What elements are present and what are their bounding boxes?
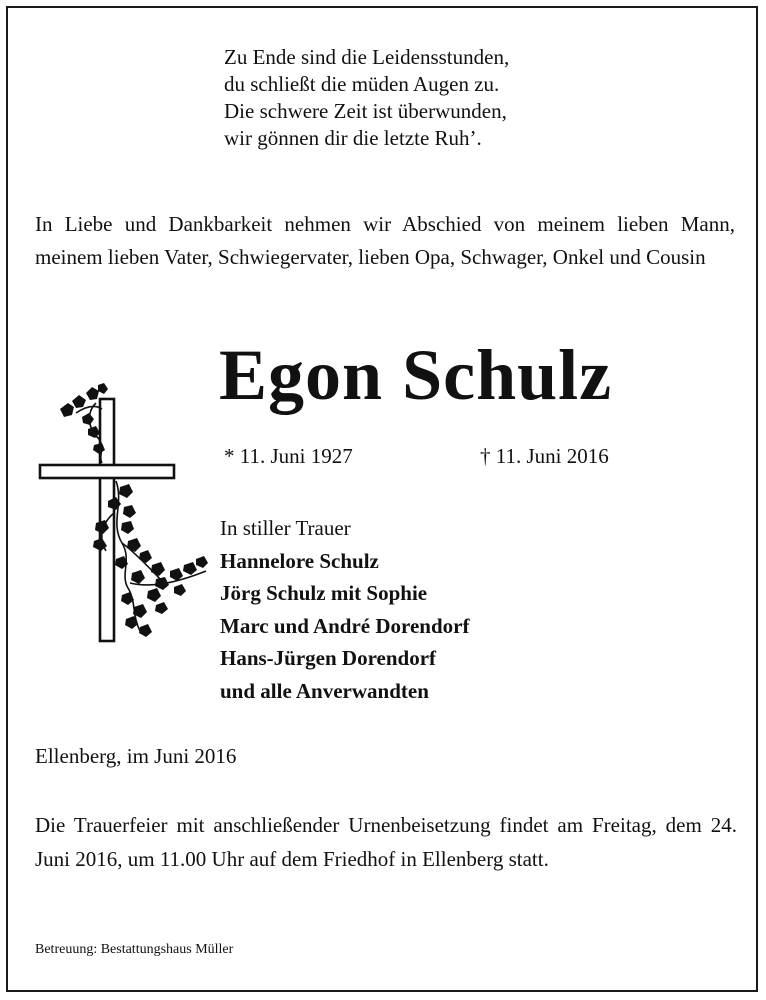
mourners-lead: In stiller Trauer [220, 516, 351, 540]
place-and-date: Ellenberg, im Juni 2016 [35, 744, 237, 768]
mourner-name: Jörg Schulz mit Sophie [220, 581, 428, 605]
death-date: † 11. Juni 2016 [480, 444, 609, 468]
mourner-name: Hans-Jürgen Dorendorf [220, 646, 437, 670]
mourner-name: Hannelore Schulz [220, 548, 379, 573]
mourner-name: und alle Anverwandten [220, 678, 429, 703]
mourner-name: Marc und André Dorendorf [220, 613, 470, 638]
farewell-intro: In Liebe und Dankbarkeit nehmen wir Abschied von meinem lieben Mann, meinem lieben Vater, Schwiegervater, lieben Opa, Schwager, Onkel und Cousin [35, 212, 735, 269]
poem-line: wir gönnen dir die letzte Ruh’. [224, 126, 482, 150]
obituary-notice [6, 6, 758, 992]
poem-line: Die schwere Zeit ist überwunden, [224, 99, 507, 123]
birth-date: * 11. Juni 1927 [224, 444, 353, 468]
mourners [220, 512, 469, 707]
deceased-name: Egon Schulz [219, 335, 613, 415]
funeral-service-info: Die Trauerfeier mit anschließender Urnenbeisetzung findet am Freitag, dem 24. Juni 2016, um 11.00 Uhr auf dem Friedhof in Ellenberg statt. [35, 813, 737, 871]
poem-line: du schließt die müden Augen zu. [224, 72, 500, 96]
cross-with-ivy-icon [36, 383, 216, 648]
funeral-home-credit: Betreuung: Bestattungshaus Müller [35, 942, 234, 957]
poem-line: Zu Ende sind die Leidensstunden, [224, 45, 510, 69]
poem [224, 44, 509, 152]
